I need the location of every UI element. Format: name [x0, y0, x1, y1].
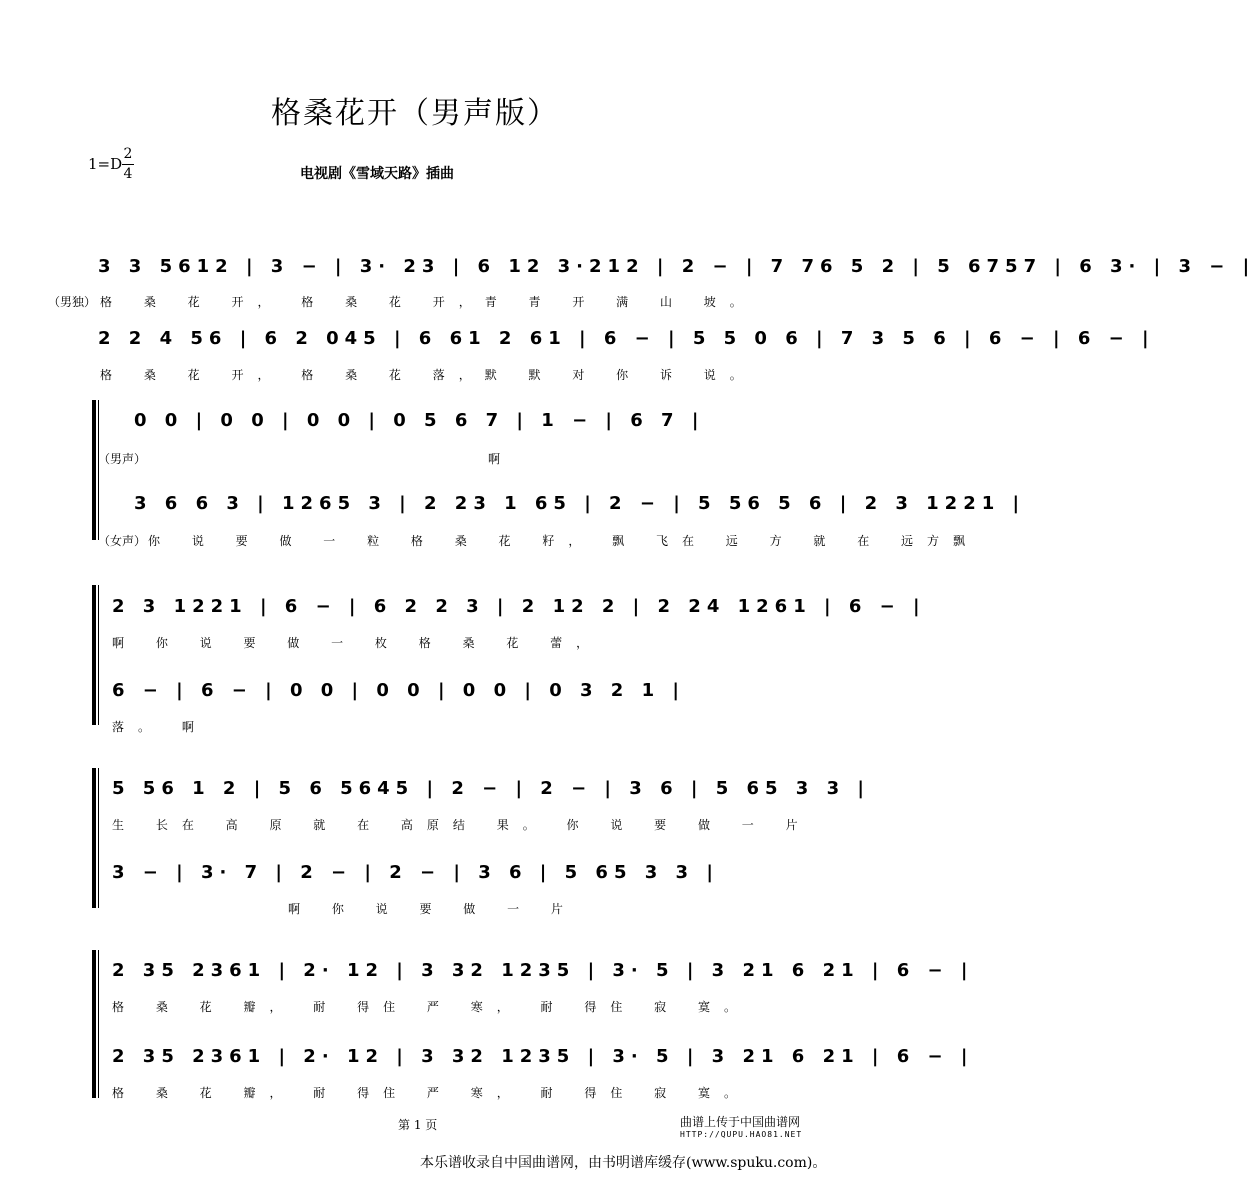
notation-line: 2 35 2361 | 2· 12 | 3 32 1235 | 3· 5 | 3 21 6 21 | 6 − |	[112, 1046, 974, 1067]
notation-line: 6 − | 6 − | 0 0 | 0 0 | 0 0 | 0 3 2 1 |	[112, 680, 685, 701]
lyrics-line: 格 桑 花 瓣， 耐 得住 严 寒， 耐 得住 寂 寞。	[112, 1000, 750, 1014]
notation-line: 3 6 6 3 | 1265 3 | 2 23 1 65 | 2 − | 5 56 5 6 | 2 3 1221 |	[134, 493, 1026, 514]
lyrics-line: 格 桑 花 瓣， 耐 得住 严 寒， 耐 得住 寂 寞。	[112, 1086, 750, 1100]
time-numerator: 2	[123, 146, 133, 162]
notation-line: 2 3 1221 | 6 − | 6 2 2 3 | 2 12 2 | 2 24 1261 | 6 − |	[112, 596, 926, 617]
notation-line: 3 − | 3· 7 | 2 − | 2 − | 3 6 | 5 65 3 3 |	[112, 862, 719, 883]
subtitle: 电视剧《雪域天路》插曲	[300, 166, 454, 182]
lyrics-line: 啊	[488, 452, 515, 466]
notation-line: 2 2 4 56 | 6 2 045 | 6 61 2 61 | 6 − | 5 5 0 6 | 7 3 5 6 | 6 − | 6 − |	[98, 328, 1155, 349]
upload-url: HTTP://QUPU.HAO81.NET	[680, 1130, 803, 1139]
time-denominator: 4	[123, 166, 133, 182]
notation-line: 2 35 2361 | 2· 12 | 3 32 1235 | 3· 5 | 3 21 6 21 | 6 − |	[112, 960, 974, 981]
source-note: 本乐谱收录自中国曲谱网，由书明谱库缓存(www.spuku.com)。	[420, 1155, 827, 1171]
time-signature	[122, 146, 134, 183]
page-title: 格桑花开（男声版）	[271, 96, 559, 131]
page-number: 第 1 页	[398, 1118, 438, 1132]
notation-line: 0 0 | 0 0 | 0 0 | 0 5 6 7 | 1 − | 6 7 |	[134, 410, 705, 431]
lyrics-line: 你 说 要 做 一 粒 格 桑 花 籽， 飘 飞在 远 方 就 在 远方飘	[148, 534, 980, 548]
part-label: （男声）	[98, 452, 147, 466]
lyrics-line: 啊 你 说 要 做 一 片	[288, 902, 577, 916]
lyrics-line: 格 桑 花 开， 格 桑 花 开，青 青 开 满 山 坡。	[100, 295, 756, 309]
upload-note: 曲谱上传于中国曲谱网	[680, 1115, 801, 1129]
part-label: （男独）	[48, 295, 97, 309]
lyrics-line: 格 桑 花 开， 格 桑 花 落，默 默 对 你 诉 说。	[100, 368, 756, 382]
part-label: （女声）	[98, 534, 147, 548]
key-signature: 1=D	[88, 155, 123, 173]
lyrics-line: 落。 啊	[112, 720, 208, 734]
notation-line: 3 3 5612 | 3 − | 3· 23 | 6 12 3·212 | 2 − | 7 76 5 2 | 5 6757 | 6 3· | 3 − |	[98, 256, 1255, 277]
lyrics-line: 生 长在 高 原 就 在 高原结 果。 你 说 要 做 一 片	[112, 818, 812, 832]
lyrics-line: 啊 你 说 要 做 一 枚 格 桑 花 蕾，	[112, 636, 603, 650]
notation-line: 5 56 1 2 | 5 6 5645 | 2 − | 2 − | 3 6 | 5 65 3 3 |	[112, 778, 870, 799]
